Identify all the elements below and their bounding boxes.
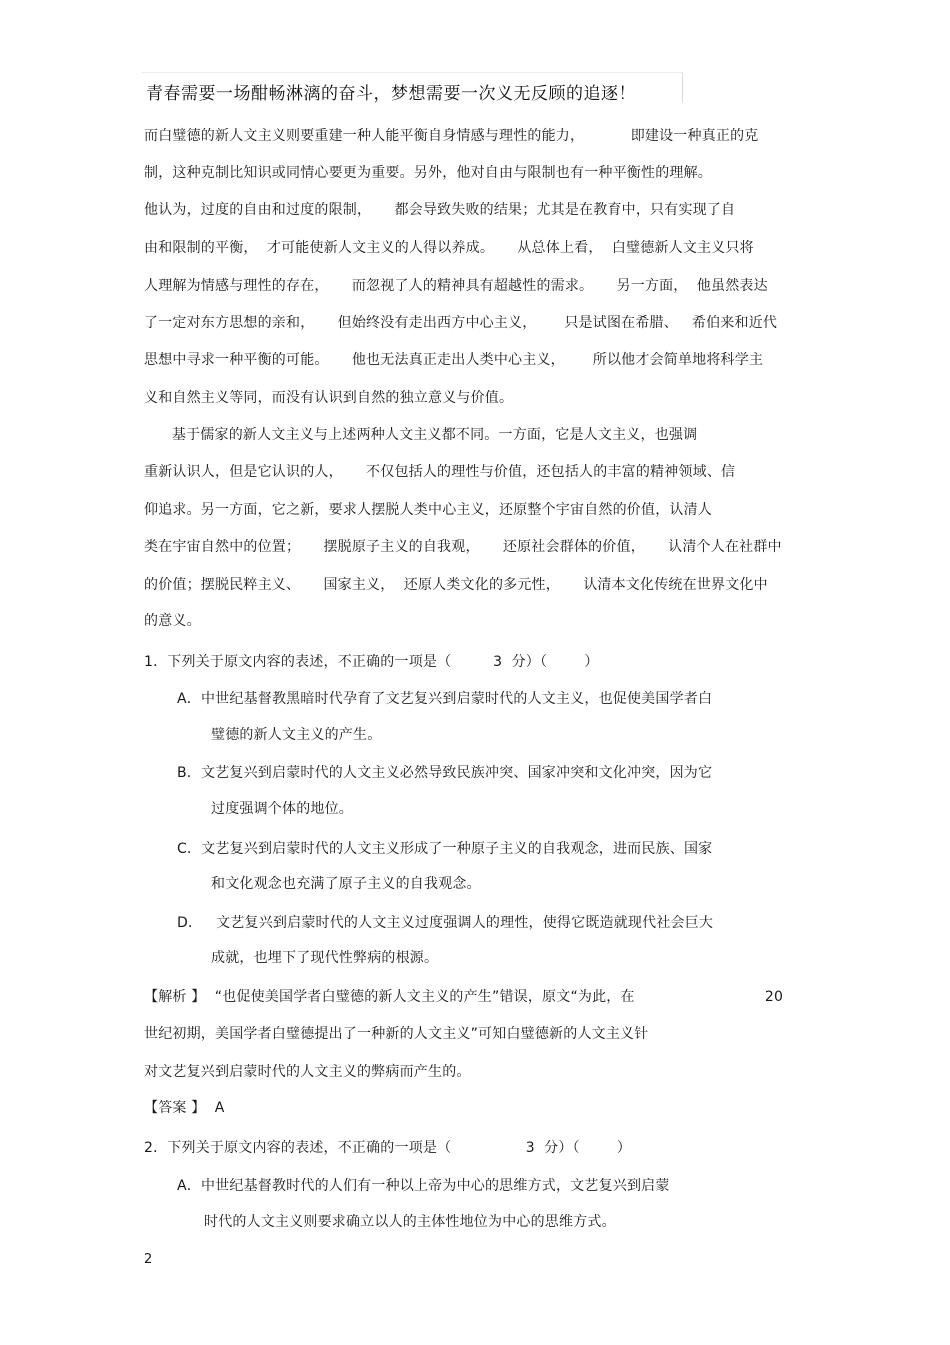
paragraph-line: 由和限制的平衡， 才可能使新人文主义的人得以养成。 从总体上看， 白璧德新人文主义只将 [144,240,754,256]
paragraph-line: 思想中寻求一种平衡的可能。 他也无法真正走出人类中心主义， 所以他才会简单地将科学主 [144,352,764,368]
page-number: 2 [144,1252,153,1267]
paragraph-line: 他认为，过度的自由和过度的限制， 都会导致失败的结果；尤其是在教育中，只有实现了自 [144,202,736,218]
paragraph-line: 人理解为情感与理性的存在， 而忽视了人的精神具有超越性的需求。 另一方面， 他虽然表达 [144,278,768,294]
analysis-line: 世纪初期，美国学者白璧德提出了一种新的人文主义”可知白璧德新的人文主义针 [144,1026,649,1042]
paragraph-line: 类在宇宙自然中的位置； 摆脱原子主义的自我观， 还原社会群体的价值， 认清个人在社群中 [144,539,782,555]
question-1-option-a: A．中世纪基督教黑暗时代孕育了文艺复兴到启蒙时代的人文主义，也促使美国学者白 [177,691,713,707]
paragraph-line: 重新认识人，但是它认识的人， 不仅包括人的理性与价值，还包括人的丰富的精神领域、信 [144,464,736,480]
question-1-option-d: D． 文艺复兴到启蒙时代的人文主义过度强调人的理性，使得它既造就现代社会巨大 [177,915,714,931]
header-slogan: 青春需要一场酣畅淋漓的奋斗，梦想需要一次义无反顾的追逐！ [146,84,636,104]
paragraph-line: 的意义。 [144,613,201,629]
analysis-line: 对文艺复兴到启蒙时代的人文主义的弊病而产生的。 [144,1064,471,1080]
question-1-option-d-cont: 成就，也埋下了现代性弊病的根源。 [211,950,439,966]
question-1-option-c-cont: 和文化观念也充满了原子主义的自我观念。 [211,876,481,892]
question-1-option-b-cont: 过度强调个体的地位。 [211,801,353,817]
paragraph-line: 义和自然主义等同，而没有认识到自然的独立意义与价值。 [144,390,514,406]
paragraph-line: 而白璧德的新人文主义则要重建一种人能平衡自身情感与理性的能力， 即建设一种真正的克 [144,128,759,144]
header-frame [142,72,683,103]
question-1-option-c: C．文艺复兴到启蒙时代的人文主义形成了一种原子主义的自我观念，进而民族、国家 [177,841,713,857]
question-1-option-a-cont: 璧德的新人文主义的产生。 [211,727,382,743]
question-2-stem: 2．下列关于原文内容的表述，不正确的一项是（ 3 分）（ ） [144,1140,632,1156]
paragraph-line: 了一定对东方思想的亲和， 但始终没有走出西方中心主义， 只是试图在希腊、 希伯来和近代 [144,315,778,331]
question-1-stem: 1．下列关于原文内容的表述，不正确的一项是（ 3 分）（ ） [144,654,599,670]
question-2-option-a-cont: 时代的人文主义则要求确立以人的主体性地位为中心的思维方式。 [204,1214,616,1230]
question-1-option-b: B．文艺复兴到启蒙时代的人文主义必然导致民族冲突、国家冲突和文化冲突，因为它 [177,765,713,781]
paragraph-line: 制，这种克制比知识或同情心要更为重要。另外，他对自由与限制也有一种平衡性的理解。 [144,165,712,181]
paragraph-line: 的价值；摆脱民粹主义、 国家主义， 还原人类文化的多元性， 认清本文化传统在世界文化中 [144,577,768,593]
analysis-line: 【解析 】 “也促使美国学者白璧德的新人文主义的产生”错误，原文“为此，在 20 [144,989,784,1005]
paragraph-line: 基于儒家的新人文主义与上述两种人文主义都不同。一方面，它是人文主义，也强调 [144,427,698,443]
answer-line: 【答案 】 A [144,1100,225,1116]
question-2-option-a: A．中世纪基督教时代的人们有一种以上帝为中心的思维方式，文艺复兴到启蒙 [177,1178,670,1194]
paragraph-line: 仰追求。另一方面，它之新，要求人摆脱人类中心主义，还原整个宇宙自然的价值，认清人 [144,502,712,518]
